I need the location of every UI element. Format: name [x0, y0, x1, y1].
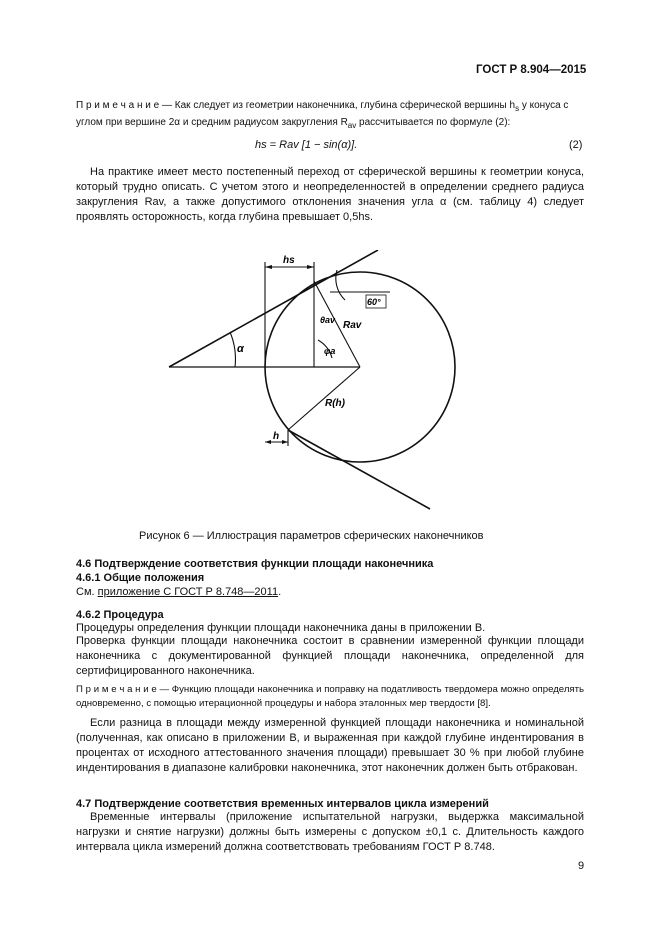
formula-number: (2) [569, 139, 583, 151]
formula: hs = Rav [1 − sin(α)]. [255, 139, 358, 151]
note-2-label: П р и м е ч а н и е [76, 684, 157, 695]
figure-spherical-tip [160, 250, 480, 510]
note-2 [76, 683, 584, 711]
note-1-text3: рассчитывается по формуле (2): [356, 117, 511, 128]
section-4-6-1-post: . [278, 586, 282, 598]
radius-rh [288, 367, 360, 430]
section-4-6-1-pre: См. [76, 586, 98, 598]
hs-arrow-left [265, 265, 272, 269]
h-arrow-right [282, 440, 288, 444]
note-1-text: — Как следует из геометрии наконечника, глубина сферической вершины h [159, 100, 516, 111]
note-1-sub-s: s [515, 104, 520, 113]
hs-arrow-right [307, 265, 314, 269]
label-60: 60° [367, 297, 381, 307]
section-4-6-title: 4.6 Подтверждение соответствия функции площади наконечника [76, 558, 434, 570]
section-4-6-2-title: 4.6.2 Процедура [76, 609, 164, 621]
label-theta-av: θav [320, 315, 336, 325]
figure-caption: Рисунок 6 — Иллюстрация параметров сферических наконечников [139, 530, 484, 542]
section-4-7-title: 4.7 Подтверждение соответствия временных интервалов цикла измерений [76, 798, 489, 810]
cone-lower-line [288, 430, 430, 509]
note-1 [76, 99, 584, 133]
page-number: 9 [578, 860, 585, 872]
document-header: ГОСТ Р 8.904—2015 [476, 64, 587, 76]
label-h: h [273, 431, 280, 442]
alpha-arc [230, 332, 235, 367]
note-1-text2: у конуса с углом при вершине 2α и средним радиусом закругления R [76, 100, 569, 128]
note-2-text: — Функцию площади наконечника и поправку на податливость твердомера можно определять одновременно, с помощью итерационной процедуры и набора эталонных мер твердости [8]. [76, 684, 584, 709]
label-rav: Rav [343, 320, 362, 331]
section-4-6-2-p3: Если разница в площади между измеренной функцией площади наконечника и номинальной (полученная, как описано в приложении В, и выраженная при каждой глубине индентирования в процентах от исходного аттестованного значения площади) превышает 30 % при любой глубине индентирования в диапазоне калибровки наконечника, этот наконечник должен быть отбракован. [76, 717, 584, 774]
section-4-6-2-p1: Процедуры определения функции площади наконечника даны в приложении В. [76, 622, 486, 634]
section-4-7-p1: Временные интервалы (приложение испытательной нагрузки, выдержка максимальной нагрузки и снятие нагрузки) должны быть измерены с допуском ±0,1 с. Длительность каждого интервала цикла измерений должна соответствовать требованиям ГОСТ Р 8.748. [76, 811, 584, 853]
paragraph-transition: На практике имеет место постепенный переход от сферической вершины к геометрии конуса, который трудно описать. С учетом этого и неопределенностей в определении среднего радиуса закругления Rav, а также допустимого отклонения значения угла α (см. таблицу 4) следует проявлять осторожность, когда глубина превышает 0,5hs. [76, 166, 584, 223]
section-4-6-1-title: 4.6.1 Общие положения [76, 572, 205, 584]
h-arrow-left [265, 440, 271, 444]
note-1-sub-av: av [347, 121, 357, 130]
section-4-6-1-text [76, 585, 281, 600]
label-r-h: R(h) [325, 398, 345, 409]
section-4-6-2-p2: Проверка функции площади наконечника состоит в сравнении измеренной функции площади наконечника с документированной функцией площади наконечника, определенной для сертифицированного наконечника. [76, 635, 584, 677]
note-1-label: П р и м е ч а н и е [76, 100, 160, 111]
label-hs: hs [283, 255, 295, 266]
reference-link[interactable]: приложение С ГОСТ Р 8.748—2011 [97, 586, 279, 598]
label-alpha: α [237, 343, 244, 355]
label-phi: φa [324, 346, 336, 356]
